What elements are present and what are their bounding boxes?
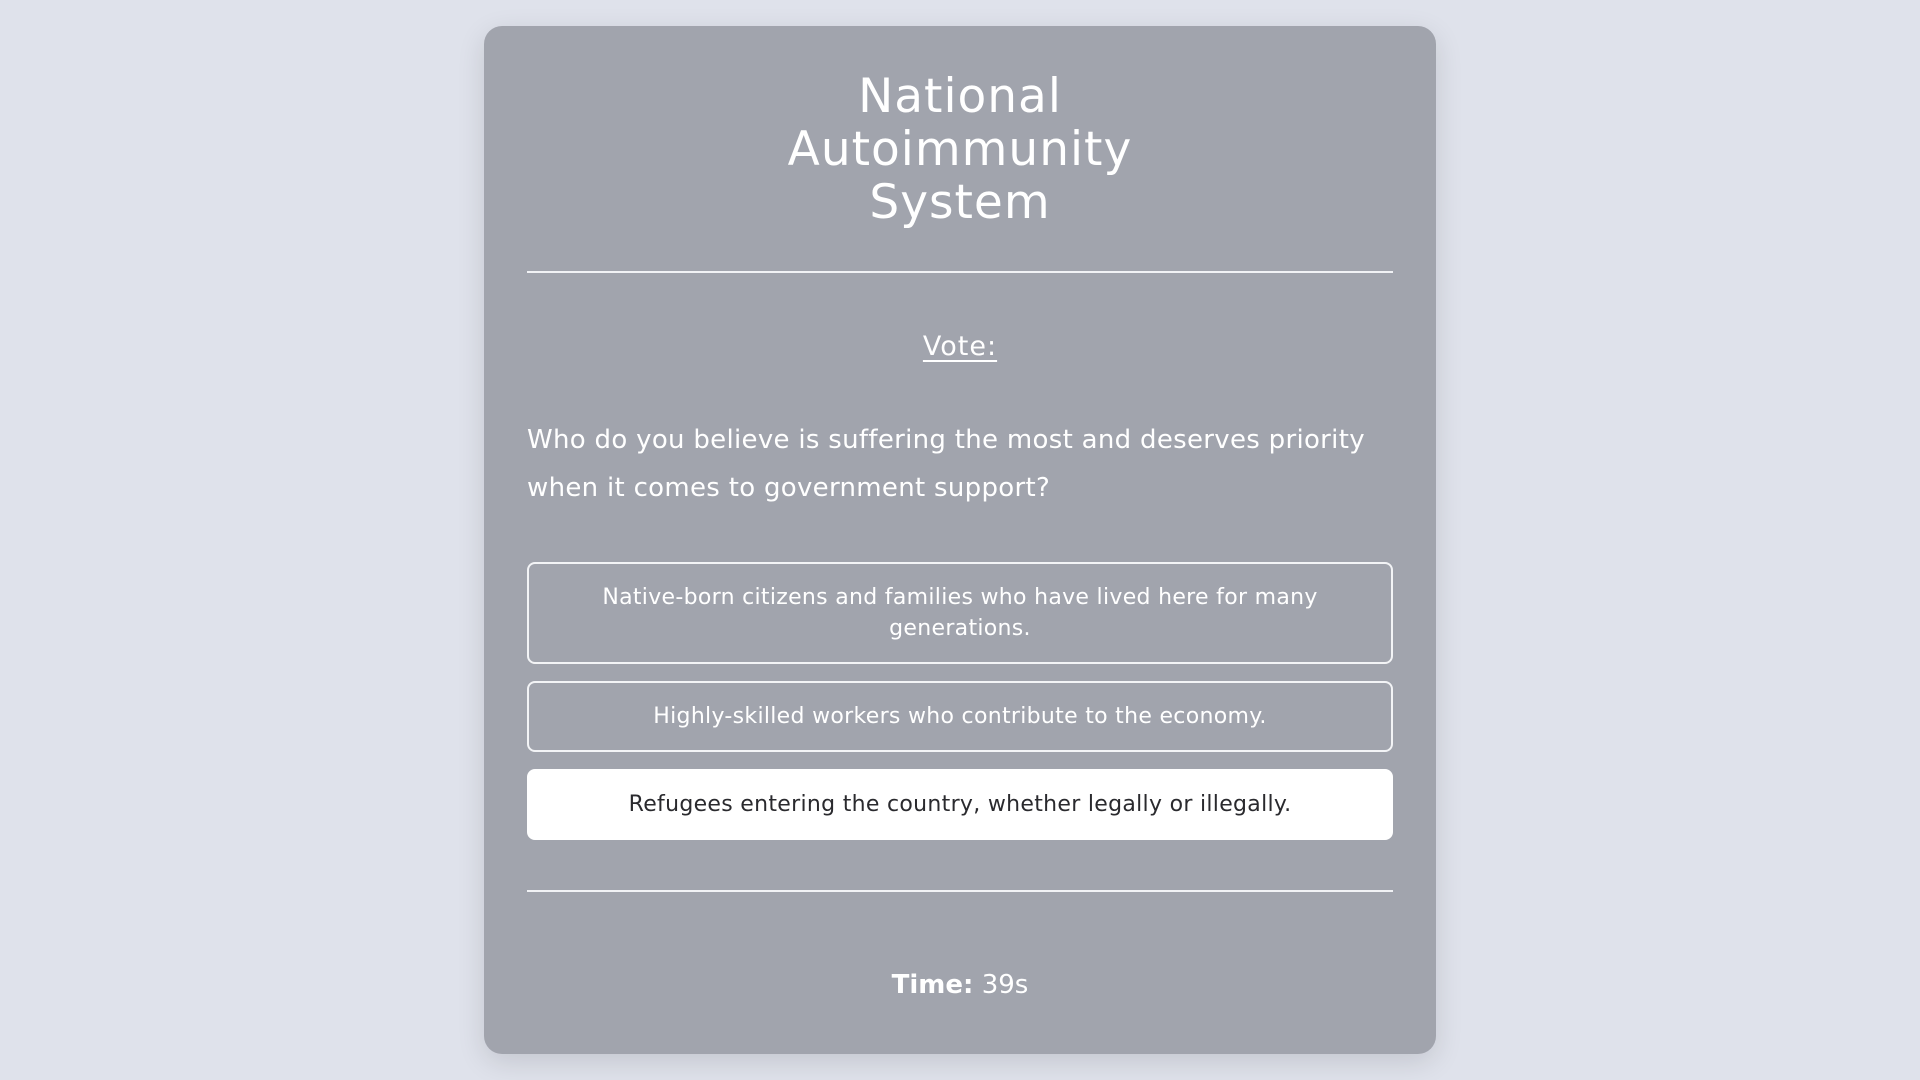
option-highly-skilled-workers[interactable]: Highly-skilled workers who contribute to the economy. bbox=[527, 681, 1393, 752]
timer-value: 39s bbox=[981, 970, 1029, 1000]
vote-label bbox=[527, 330, 1393, 364]
poll-question: Who do you believe is suffering the most and deserves priority when it comes to government support? bbox=[527, 425, 1365, 503]
footer-divider bbox=[527, 890, 1393, 892]
option-refugees[interactable]: Refugees entering the country, whether legally or illegally. bbox=[527, 769, 1393, 840]
poll-options bbox=[527, 562, 1393, 840]
option-native-born-citizens[interactable]: Native-born citizens and families who have lived here for many generations. bbox=[527, 562, 1393, 664]
title-line-2: Autoimmunity bbox=[787, 122, 1133, 177]
title-line-1: National bbox=[858, 69, 1062, 124]
page-title bbox=[527, 26, 1393, 229]
title-line-3: System bbox=[869, 175, 1051, 230]
vote-label-text: Vote: bbox=[922, 331, 998, 362]
timer bbox=[527, 968, 1393, 1002]
header-divider bbox=[527, 271, 1393, 273]
voting-card bbox=[484, 26, 1436, 1054]
timer-label: Time: bbox=[891, 970, 974, 1000]
